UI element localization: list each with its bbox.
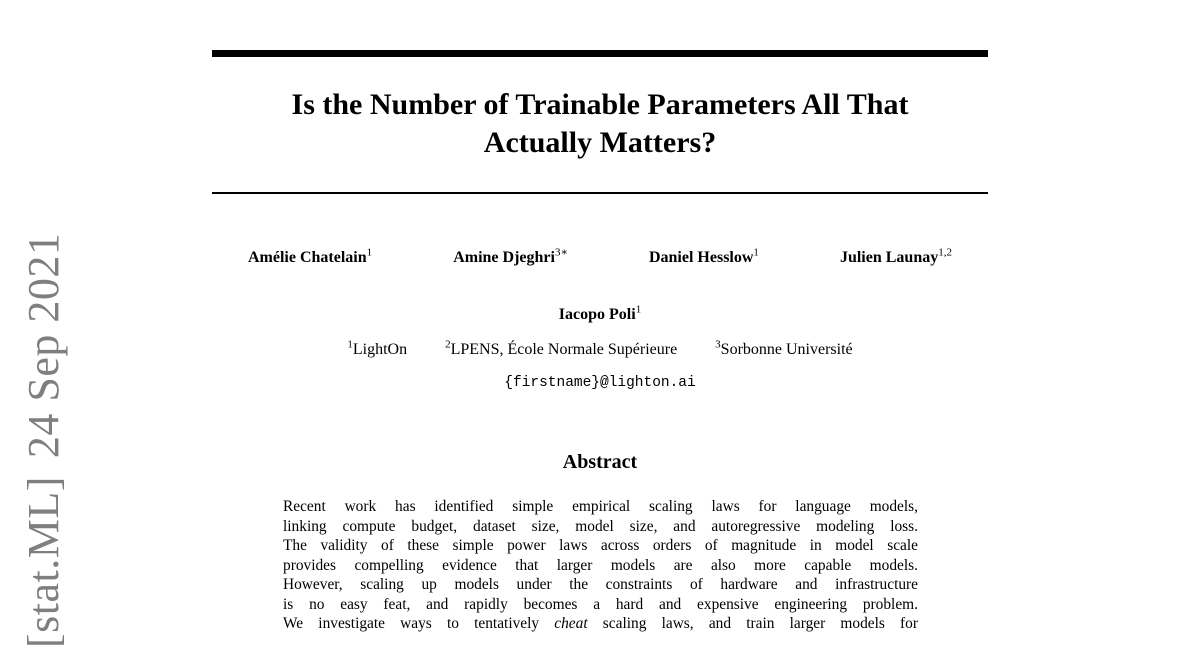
abstract-text: scaling laws, and train larger models for <box>587 615 918 632</box>
author-name: Amine Djeghri <box>453 249 555 266</box>
arxiv-date: 24 Sep 2021 <box>19 232 68 459</box>
affiliation-name: LPENS, École Normale Supérieure <box>450 341 678 358</box>
author <box>840 248 952 268</box>
author-email: {firstname}@lighton.ai <box>504 375 696 391</box>
affiliations <box>212 340 988 360</box>
affiliation <box>445 340 677 360</box>
paper-title <box>212 86 988 162</box>
abstract-line: The validity of these simple power laws across orders of magnitude in model scale <box>283 537 918 554</box>
author-affiliation-mark: 1 <box>366 246 373 259</box>
abstract-line: However, scaling up models under the constraints of hardware and infrastructure <box>283 576 918 593</box>
author-name: Daniel Hesslow <box>648 249 754 266</box>
author <box>248 248 372 268</box>
abstract-line: Recent work has identified simple empirical scaling laws for language models, <box>283 498 918 515</box>
affiliation-name: Sorbonne Université <box>720 341 853 358</box>
affiliation-mark: 2 <box>445 338 451 351</box>
author-affiliation-mark: 1 <box>635 303 642 316</box>
author-name: Amélie Chatelain <box>248 249 367 266</box>
author-affiliation-mark: 1,2 <box>938 246 952 259</box>
abstract-emphasis: cheat <box>554 615 588 632</box>
abstract-text: We investigate ways to tentatively <box>283 615 555 632</box>
author-second-row <box>212 305 988 325</box>
affiliation <box>715 340 852 360</box>
abstract-last-line <box>283 614 918 634</box>
author-row <box>212 248 988 268</box>
title-bottom-rule <box>212 192 988 194</box>
author-affiliation-mark: 1 <box>753 246 759 259</box>
affiliation-name: LightOn <box>352 341 408 358</box>
author-name: Julien Launay <box>839 249 939 266</box>
abstract-line: linking compute budget, dataset size, model size, and autoregressive modeling loss. <box>283 517 918 535</box>
title-line-2: Actually Matters? <box>483 126 717 159</box>
abstract-line: provides compelling evidence that larger models are also more capable models. <box>283 556 918 574</box>
title-top-rule <box>212 50 988 57</box>
title-line-1: Is the Number of Trainable Parameters All That <box>291 88 909 121</box>
author <box>453 248 568 268</box>
affiliation-mark: 3 <box>715 338 721 351</box>
author <box>649 248 759 268</box>
abstract-heading: Abstract <box>562 451 638 473</box>
author-name: Iacopo Poli <box>558 306 636 323</box>
arxiv-category: [stat.ML] <box>19 476 68 648</box>
affiliation <box>347 340 407 360</box>
author-affiliation-mark: 3∗ <box>554 246 568 259</box>
abstract-line: is no easy feat, and rapidly becomes a hard and expensive engineering problem. <box>283 595 918 613</box>
affiliation-mark: 1 <box>347 338 353 351</box>
arxiv-stamp <box>19 232 68 648</box>
abstract-body <box>283 497 918 634</box>
